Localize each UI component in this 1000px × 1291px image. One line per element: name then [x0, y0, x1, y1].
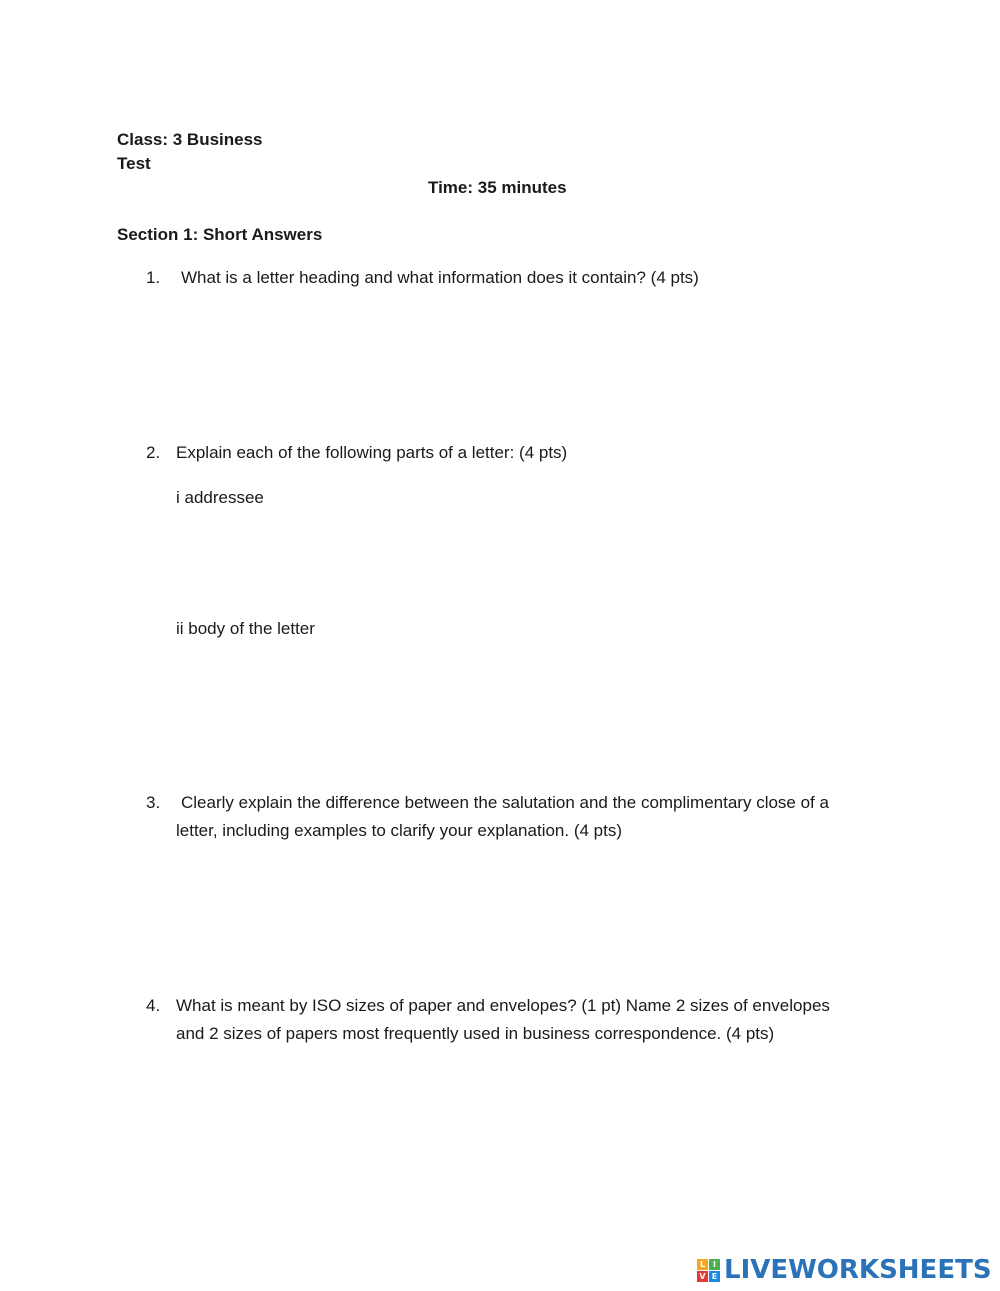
logo-tile-v: V: [697, 1271, 708, 1282]
question-2-subpart-ii: ii body of the letter: [176, 619, 315, 638]
test-label: Test: [117, 154, 151, 173]
question-3-line-2: letter, including examples to clarify your explanation. (4 pts): [176, 821, 623, 840]
question-2-text: Explain each of the following parts of a letter: (4 pts): [176, 443, 568, 462]
question-1-text: What is a letter heading and what information does it contain? (4 pts): [181, 268, 699, 287]
question-3-line-1: Clearly explain the difference between the salutation and the complimentary close of a: [181, 793, 829, 812]
logo-tiles: [697, 1259, 720, 1282]
question-2-number: 2.: [146, 443, 161, 462]
logo-tile-i: I: [709, 1259, 720, 1270]
question-2-subpart-i: i addressee: [176, 488, 264, 507]
logo-tile-l: L: [697, 1259, 708, 1270]
question-4-line-1: What is meant by ISO sizes of paper and envelopes? (1 pt) Name 2 sizes of envelopes: [176, 996, 830, 1015]
liveworksheets-logo: [697, 1255, 992, 1285]
time-label: Time: 35 minutes: [428, 178, 567, 197]
logo-wordmark: LIVEWORKSHEETS: [724, 1255, 992, 1285]
question-4-line-2: and 2 sizes of papers most frequently used in business correspondence. (4 pts): [176, 1024, 775, 1043]
question-4-number: 4.: [146, 996, 161, 1015]
question-1-number: 1.: [146, 268, 161, 287]
class-label: Class: 3 Business: [117, 130, 263, 149]
section-title: Section 1: Short Answers: [117, 225, 323, 244]
question-3-number: 3.: [146, 793, 161, 812]
logo-tile-e: E: [709, 1271, 720, 1282]
